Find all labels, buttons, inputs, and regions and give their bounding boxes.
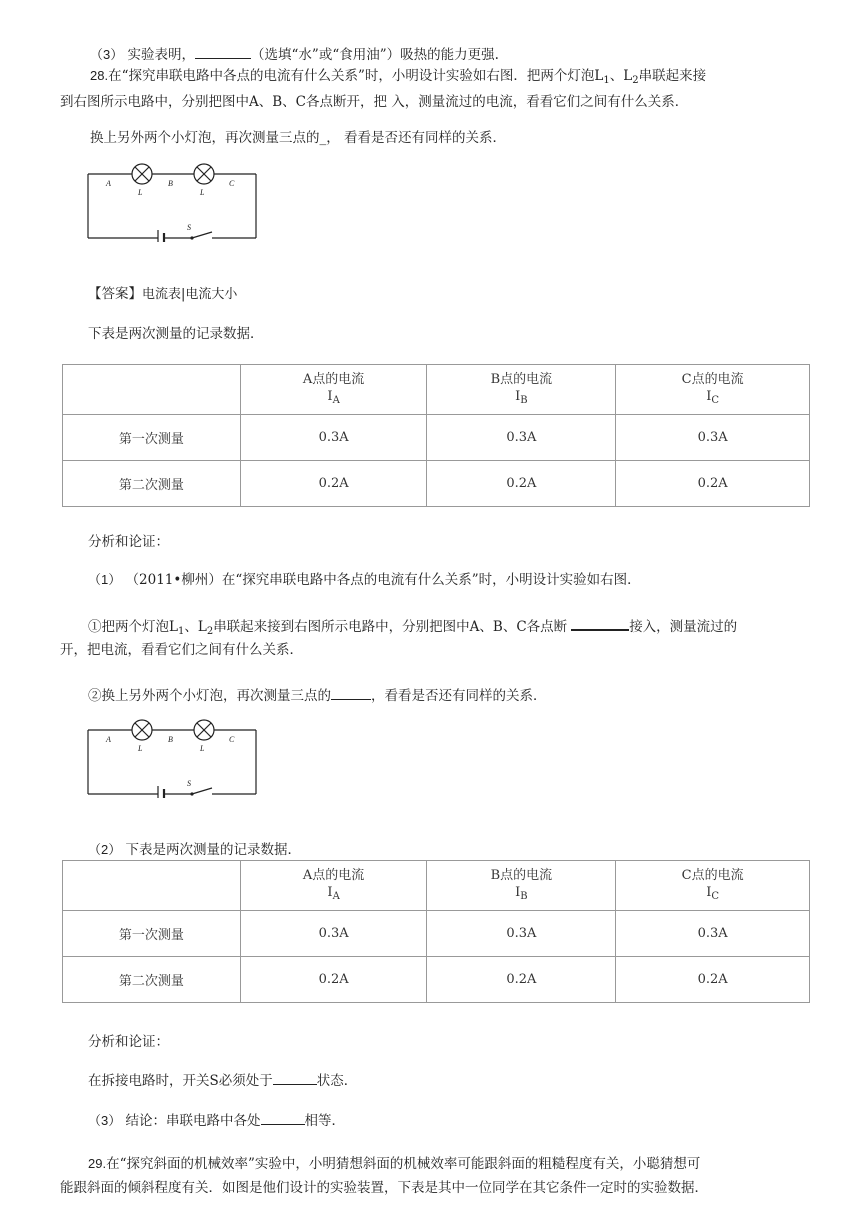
table-cell: 0.3A: [616, 911, 810, 957]
item1-text-end: 接入，测量流过的: [629, 619, 738, 635]
switch-label: S: [187, 223, 191, 232]
item1-line1: [88, 615, 737, 642]
header-title: B点的电流: [490, 371, 553, 387]
table-cell: 0.3A: [240, 415, 427, 461]
table-cell: 0.2A: [616, 461, 810, 507]
analysis-heading-2: 分析和论证：: [88, 1034, 169, 1050]
part1-text: （2011•柳州）在“探究串联电路中各点的电流有什么关系”时，小明设计实验如右图．: [125, 572, 641, 588]
subscript: 1: [177, 626, 185, 637]
table-cell: 0.2A: [427, 461, 616, 507]
part3-text: 结论：串联电路中各处: [125, 1113, 261, 1129]
point-a-label: A: [106, 179, 111, 188]
q28-line1: [90, 66, 706, 91]
row-label: 第一次测量: [63, 415, 241, 461]
answer-blank[interactable]: [571, 615, 629, 631]
point-b-label: B: [168, 735, 173, 744]
part-number: （2）: [88, 842, 122, 857]
lamp-l2-icon: [194, 720, 214, 740]
q28-text: 在“探究串联电路中各点的电流有什么关系”时，小明设计实验如右图．把两个灯泡L: [108, 68, 604, 84]
analysis-heading: 分析和论证：: [88, 534, 169, 550]
header-cell-a: [240, 861, 427, 911]
header-cell-c: [616, 365, 810, 415]
answer-label: 【答案】: [88, 286, 142, 302]
switch-icon: [190, 236, 193, 239]
switch-state-text: 在拆接电路时，开关S必须处于: [88, 1073, 273, 1089]
header-subscript: B: [520, 890, 528, 902]
row-label: 第二次测量: [63, 461, 241, 507]
table-cell: 0.2A: [616, 957, 810, 1003]
header-symbol: I: [327, 388, 333, 404]
header-subscript: A: [332, 890, 340, 902]
part2-line: [88, 840, 301, 860]
switch-icon: [190, 792, 193, 795]
q28-line3-text-end: ， 看看是否还有同样的关系．: [326, 130, 507, 146]
q27-part3-text-end: （选填“水”或“食用油”）吸热的能力更强.: [251, 47, 499, 63]
header-cell-c: [616, 861, 810, 911]
question-number: 28.: [90, 68, 109, 83]
answer-text: 电流表|电流大小: [142, 287, 238, 302]
table-cell: 0.3A: [240, 911, 427, 957]
table-cell: 0.2A: [427, 957, 616, 1003]
item2-text: ②换上另外两个小灯泡，再次测量三点的: [88, 688, 331, 704]
q29-line1: [88, 1154, 700, 1174]
item1-text-sep: 、L: [184, 619, 207, 635]
subscript: 1: [603, 75, 610, 86]
circuit-diagram-2: [84, 714, 260, 798]
table-cell: 0.3A: [427, 415, 616, 461]
header-cell-a: [240, 365, 427, 415]
header-title: A点的电流: [302, 371, 365, 387]
header-symbol: I: [706, 388, 712, 404]
part-number: （1）: [88, 572, 122, 587]
header-title: C点的电流: [681, 867, 744, 883]
q29-line2: 能跟斜面的倾斜程度有关．如图是他们设计的实验装置，下表是其中一位同学在其它条件一定时的实验数据．: [60, 1180, 708, 1196]
answer-blank[interactable]: [195, 44, 251, 59]
table-cell: 0.2A: [240, 461, 427, 507]
subscript: 2: [206, 626, 214, 637]
table-corner-cell: [63, 365, 241, 415]
table-header-row: [63, 861, 810, 911]
header-title: B点的电流: [490, 867, 553, 883]
part3-text-end: 相等．: [304, 1113, 346, 1129]
table-corner-cell: [63, 861, 241, 911]
q29-text: 在“探究斜面的机械效率”实验中，小明猜想斜面的机械效率可能跟斜面的粗糙程度有关，小聪猜想可: [106, 1156, 701, 1172]
q28-line3-text: 换上另外两个小灯泡，再次测量三点的: [90, 130, 320, 146]
header-symbol: I: [327, 884, 333, 900]
table-row: [63, 911, 810, 957]
item2-text-end: ，看看是否还有同样的关系．: [371, 688, 547, 704]
answer-blank[interactable]: [331, 685, 371, 700]
q27-part3: [90, 44, 499, 65]
q28-text-sep: 、L: [609, 68, 633, 84]
answer-blank[interactable]: [273, 1070, 317, 1085]
header-symbol: I: [706, 884, 712, 900]
question-number: 29.: [88, 1156, 107, 1171]
table-row: [63, 957, 810, 1003]
point-a-label: A: [106, 735, 111, 744]
lamp-l1-icon: [132, 164, 152, 184]
lamp-l1-label: L: [138, 188, 143, 197]
header-title: C点的电流: [681, 371, 744, 387]
battery-icon: [158, 230, 164, 242]
header-title: A点的电流: [302, 867, 365, 883]
point-c-label: C: [229, 735, 235, 744]
item1-text-mid: 串联起来接到右图所示电路中，分别把图中A、B、C各点断: [213, 619, 568, 635]
data-table: [62, 364, 810, 507]
lamp-l1-icon: [132, 720, 152, 740]
q28-text-end: 串联起来接: [638, 68, 707, 84]
header-subscript: C: [711, 890, 720, 902]
item1-line2: 开，把电流，看看它们之间有什么关系．: [60, 642, 303, 658]
data-table-2: [62, 860, 810, 1003]
header-symbol: I: [515, 388, 521, 404]
lamp-l2-label: L: [200, 188, 205, 197]
row-label: 第一次测量: [63, 911, 241, 957]
part-number: （3）: [90, 47, 124, 62]
row-label: 第二次测量: [63, 957, 241, 1003]
lamp-l2-label: L: [200, 744, 205, 753]
lamp-l1-label: L: [138, 744, 143, 753]
answer-line: [88, 284, 237, 305]
header-cell-b: [427, 365, 616, 415]
answer-blank[interactable]: [261, 1110, 305, 1125]
table-row: [63, 461, 810, 507]
table-cell: 0.3A: [616, 415, 810, 461]
circuit-diagram: [84, 158, 260, 242]
item2-line: [88, 685, 547, 706]
table-row: [63, 415, 810, 461]
answer-blank[interactable]: _: [319, 130, 327, 146]
table-header-row: [63, 365, 810, 415]
switch-state-text-end: 状态．: [316, 1073, 358, 1089]
part1-line: [88, 570, 641, 590]
table-cell: 0.2A: [240, 957, 427, 1003]
switch-label: S: [187, 779, 191, 788]
header-subscript: C: [711, 394, 720, 406]
header-subscript: B: [520, 394, 528, 406]
part2-text: 下表是两次测量的记录数据．: [125, 842, 302, 858]
table-cell: 0.3A: [427, 911, 616, 957]
header-symbol: I: [515, 884, 521, 900]
table-intro: 下表是两次测量的记录数据．: [88, 326, 264, 342]
point-b-label: B: [168, 179, 173, 188]
item1-text: ①把两个灯泡L: [88, 619, 178, 635]
battery-icon: [158, 786, 164, 798]
header-subscript: A: [332, 394, 340, 406]
header-cell-b: [427, 861, 616, 911]
subscript: 2: [632, 75, 639, 86]
part-number: （3）: [88, 1113, 122, 1128]
q27-part3-text: 实验表明，: [127, 47, 196, 63]
switch-state-line: [88, 1070, 357, 1091]
q28-line2: 到右图所示电路中，分别把图中A、B、C各点断开，把 入，测量流过的电流，看看它们之间有什么关系．: [60, 94, 689, 110]
lamp-l2-icon: [194, 164, 214, 184]
q28-line3: [90, 128, 506, 148]
point-c-label: C: [229, 179, 235, 188]
part3-line: [88, 1110, 345, 1131]
